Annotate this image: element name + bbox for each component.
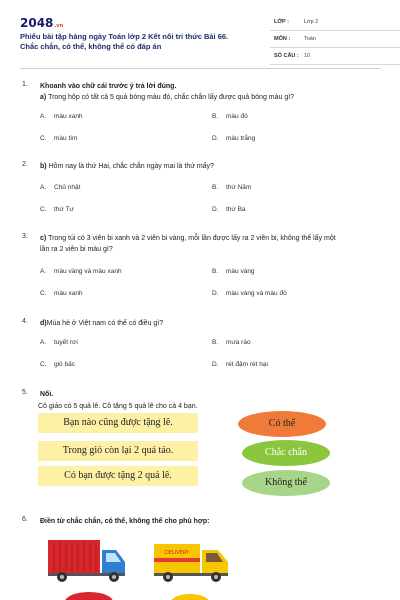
question-5 <box>20 389 380 499</box>
question-intro: Cô giáo có 5 quả lê. Cô tặng 5 quả lê cho cả 4 bạn. <box>38 403 198 410</box>
question-number: 1. <box>22 81 28 88</box>
question-number: 4. <box>22 318 28 325</box>
question-4: 4. d)Mùa hè ở Việt nam có thể có điều gì? A. tuyết rơi B. mưa rào C. gió bấc D. rét đậm rét hại <box>20 318 380 376</box>
match-right-item[interactable]: Không thể <box>242 470 330 496</box>
worksheet-title: Phiếu bài tập hàng ngày Toán lớp 2 Kết nối tri thức Bài 66. Chắc chắn, có thể, không thể có đáp án <box>20 32 229 51</box>
truck-label: DELIVERY <box>164 550 190 556</box>
match-left-item[interactable]: Bạn nào cũng được tặng lê. <box>38 413 198 433</box>
question-number: 6. <box>22 516 28 523</box>
match-right-item[interactable]: Chắc chắn <box>242 440 330 466</box>
header-divider <box>20 68 380 69</box>
red-truck-image <box>46 538 128 584</box>
yellow-delivery-truck-image <box>152 540 232 584</box>
site-logo[interactable]: 2048.vn <box>20 16 64 30</box>
worksheet-header <box>20 16 380 64</box>
question-text: c) Trong túi có 3 viên bi xanh và 2 viên bi vàng, mỗi lần được lấy ra 2 viên bi, không thể lấy một lần ra 2 viên bi màu gì? <box>40 235 336 253</box>
question-text: d)Mùa hè ở Việt nam có thể có điều gì? <box>40 320 164 327</box>
match-left-item[interactable]: Có bạn được tặng 2 quả lê. <box>38 466 198 486</box>
meta-subject: MÔN : Toán <box>270 33 400 48</box>
question-number: 5. <box>22 389 28 396</box>
question-3: 3. c) Trong túi có 3 viên bi xanh và 2 viên bi vàng, mỗi lần được lấy ra 2 viên bi, không thể lấy một lần ra 2 viên bi màu gì? A. màu vàng và màu xanh B. màu vàng C. màu xanh D. màu vàng và màu đỏ <box>20 233 380 303</box>
question-text: b) Hôm nay là thứ Hai, chắc chắn ngày mai là thứ mấy? <box>40 163 214 170</box>
question-number: 2. <box>22 161 28 168</box>
match-left-item[interactable]: Trong giỏ còn lại 2 quả táo. <box>38 441 198 461</box>
question-number: 3. <box>22 233 28 240</box>
question-text: Nối. <box>40 391 54 398</box>
worksheet-meta <box>270 16 400 67</box>
meta-class: LỚP : Lớp 2 <box>270 16 400 31</box>
question-2: 2. b) Hôm nay là thứ Hai, chắc chắn ngày mai là thứ mấy? A. Chủ nhật B. thứ Năm C. thứ Tư D. thứ Ba <box>20 161 380 219</box>
partial-image-left <box>64 590 114 600</box>
meta-question-count: SỐ CÂU : 10 <box>270 50 400 65</box>
question-text: Điền từ chắc chắn, có thể, không thể cho phù hợp: <box>40 518 210 525</box>
partial-image-right <box>170 592 210 600</box>
question-text: Khoanh vào chữ cái trước ý trả lời đúng. a) Trong hộp có tất cả 5 quả bóng màu đỏ, chắc chắn lấy được quả bóng màu gì? <box>40 83 295 101</box>
match-right-item[interactable]: Có thể <box>238 411 326 437</box>
question-1: 1. Khoanh vào chữ cái trước ý trả lời đúng. a) Trong hộp có tất cả 5 quả bóng màu đỏ, chắc chắn lấy được quả bóng màu gì? A. màu xanh B. màu đỏ C. màu tím D. màu trắng <box>20 81 380 151</box>
